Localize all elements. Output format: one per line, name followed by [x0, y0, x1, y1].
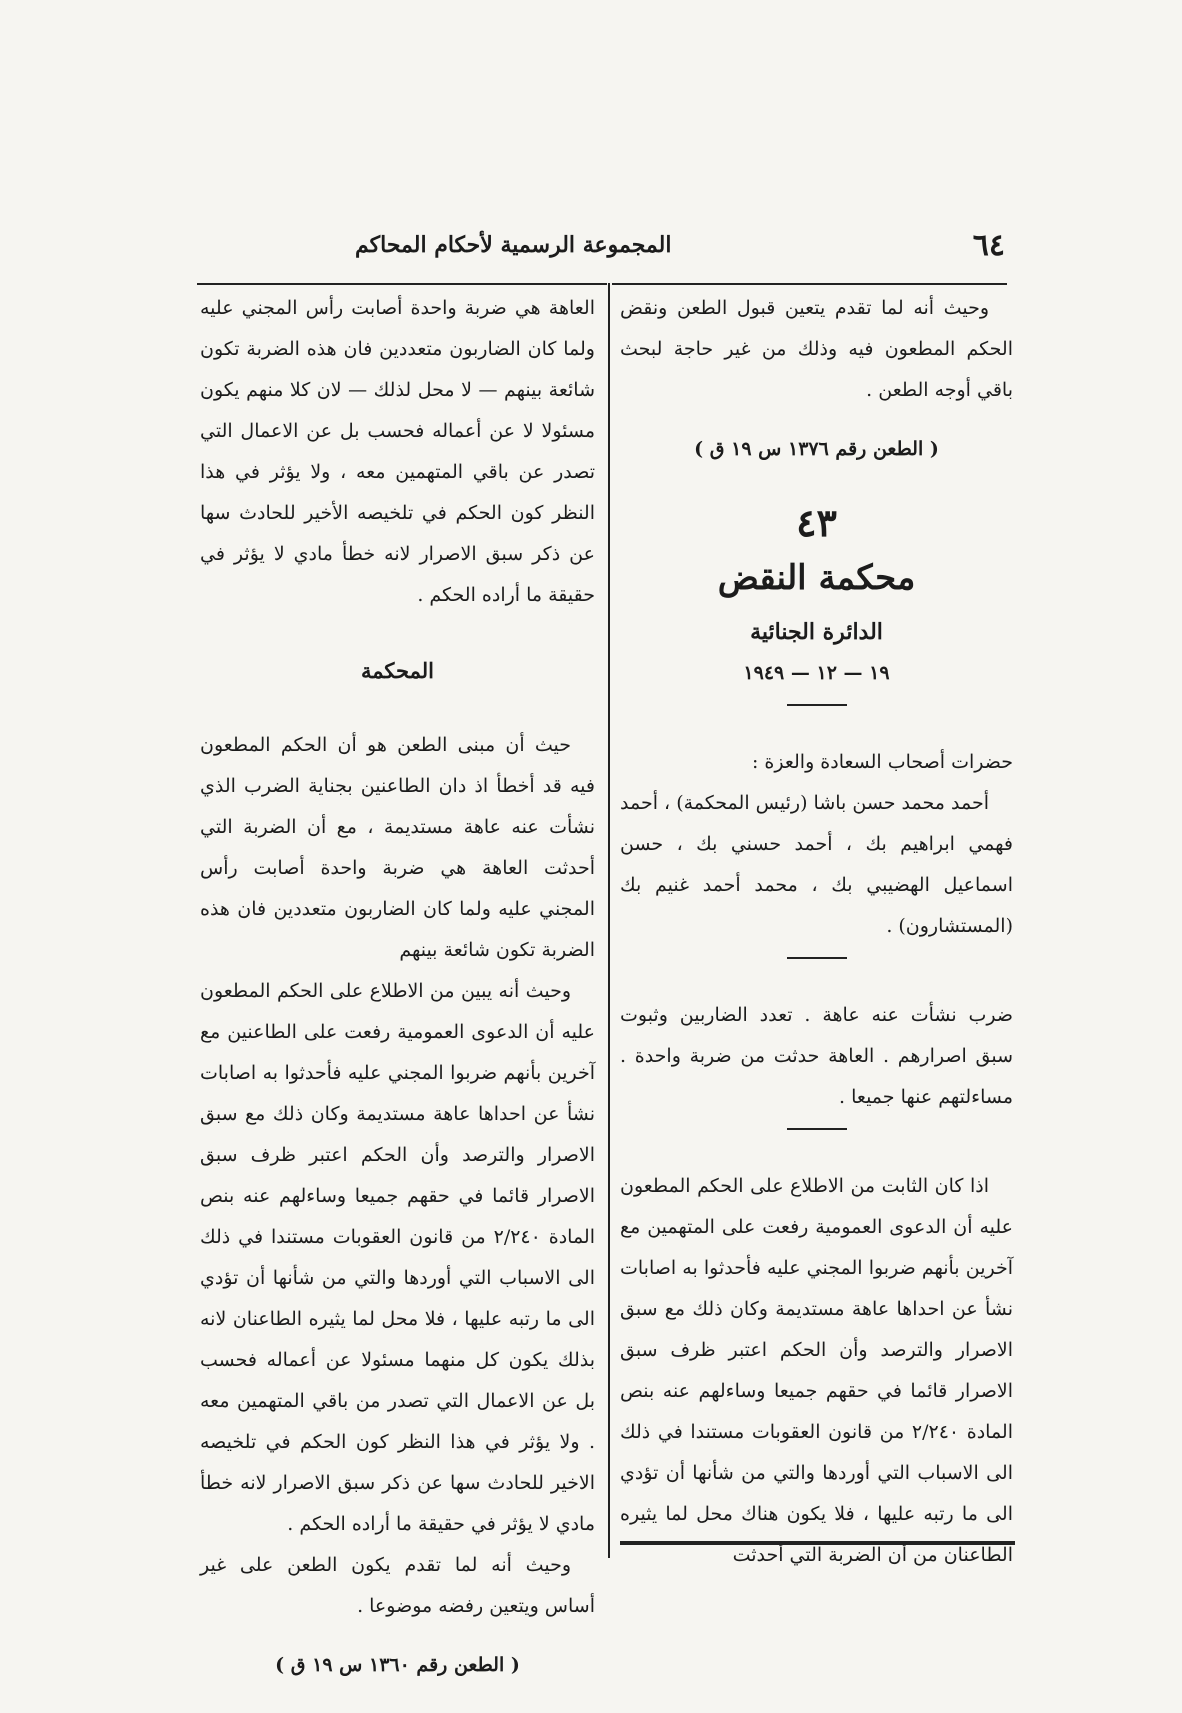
page-number: ٦٤ [972, 227, 1005, 263]
closing-paragraph-previous-case: وحيث أنه لما تقدم يتعين قبول الطعن ونقض الحكم المطعون فيه وذلك من غير حاجة لبحث باقي أوجه الطعن . [620, 297, 1013, 401]
separator [787, 704, 847, 706]
case-number: ٤٣ [796, 500, 837, 545]
court-name: محكمة النقض [717, 558, 916, 598]
case-reference-1376: ( الطعن رقم ١٣٧٦ س ١٩ ق ) [694, 438, 939, 460]
page-header [175, 222, 1005, 268]
judgment-date: ١٩ — ١٢ — ١٩٤٩ [743, 662, 890, 684]
column-divider [608, 283, 610, 1558]
header-rule-right [612, 283, 1007, 285]
left-column [200, 288, 595, 1704]
section-title: المحكمة [361, 658, 434, 683]
right-column [620, 288, 1013, 1576]
grounds-paragraph: حيث أن مبنى الطعن هو أن الحكم المطعون فيه قد أخطأ اذ دان الطاعنين بجناية الضرب الذي نشأت عنه عاهة مستديمة ، مع أن الضربة التي أحدثت العاهة هي ضربة واحدة أصابت رأس المجني عليه ولما كان الضاربون متعددين فان هذه الضربة تكون شائعة بينهم [200, 734, 595, 961]
principle-continuation: العاهة هي ضربة واحدة أصابت رأس المجني عليه ولما كان الضاربون متعددين فان هذه الضربة تكون شائعة بينهم — لا محل لذلك — لان كلا منهم يكون مسئولا لا عن أعماله فحسب بل عن الاعمال التي تصدر عن باقي المتهمين معه ، ولا يؤثر في هذا النظر كون الحكم في تلخيصه الأخير للحادث سها عن ذكر سبق الاصرار لانه خطأ مادي لا يؤثر في حقيقة ما أراده الحكم . [200, 297, 595, 606]
running-title: المجموعة الرسمية لأحكام المحاكم [355, 232, 672, 258]
separator [787, 957, 847, 959]
legal-principle: اذا كان الثابت من الاطلاع على الحكم المطعون عليه أن الدعوى العمومية رفعت على المتهمين مع آخرين بأنهم ضربوا المجني عليه فأحدثوا به اصابات نشأ عن احداها عاهة مستديمة وكان ذلك مع سبق الاصرار والترصد وأن الحكم اعتبر ظرف سبق الاصرار قائما في حقهم جميعا وساءلهم عنه بنص المادة ٢/٢٤٠ من قانون العقوبات مستندا في ذلك الى الاسباب التي أوردها والتي من شأنها أن تؤدي الى ما رتبه عليها ، فلا يكون هناك محل لما يثيره الطاعنان من أن الضربة التي أحدثت [620, 1175, 1013, 1566]
circuit-name: الدائرة الجنائية [750, 619, 883, 645]
court-reasoning-paragraph: وحيث أنه يبين من الاطلاع على الحكم المطعون عليه أن الدعوى العمومية رفعت على الطاعنين مع آخرين بأنهم ضربوا المجني عليه فأحدثوا به اصابات نشأ عن احداها عاهة مستديمة وكان ذلك مع سبق الاصرار والترصد وأن الحكم اعتبر ظرف سبق الاصرار قائما في حقهم جميعا وساءلهم عنه بنص المادة ٢/٢٤٠ من قانون العقوبات مستندا في ذلك الى الاسباب التي أوردها والتي من شأنها أن تؤدي الى ما رتبه عليها ، فلا محل لما يثيره الطاعنان لانه بذلك يكون كل منهما مسئولا عن أعماله فحسب بل عن الاعمال التي تصدر من باقي المتهمين معه . ولا يؤثر في هذا النظر كون الحكم في تلخيصه الاخير للحادث سها عن ذكر سبق الاصرار لانه خطأ مادي لا يؤثر في حقيقة ما أراده الحكم . [200, 980, 595, 1535]
headnote-keywords: ضرب نشأت عنه عاهة . تعدد الضاربين وثبوت سبق اصرارهم . العاهة حدثت من ضربة واحدة . مساءلتهم عنها جميعا . [620, 1004, 1013, 1108]
footer-rule [620, 1541, 1015, 1545]
case-reference-1360: ( الطعن رقم ١٣٦٠ س ١٩ ق ) [275, 1654, 520, 1676]
separator [787, 1128, 847, 1130]
header-rule-left [197, 283, 607, 285]
judges-list: أحمد محمد حسن باشا (رئيس المحكمة) ، أحمد فهمي ابراهيم بك ، أحمد حسني بك ، حسن اسماعيل الهضيبي بك ، محمد أحمد غنيم بك (المستشارون) . [620, 792, 1013, 937]
ruling-paragraph: وحيث أنه لما تقدم يكون الطعن على غير أساس ويتعين رفضه موضوعا . [200, 1554, 595, 1617]
presence-intro: حضرات أصحاب السعادة والعزة : [751, 751, 1013, 773]
